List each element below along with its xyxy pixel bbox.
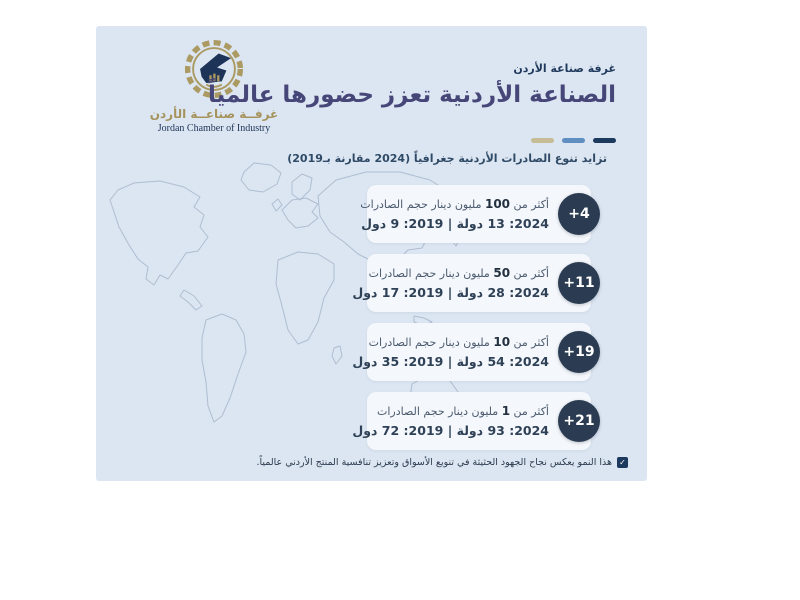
threshold-suffix: مليون دينار حجم الصادرات <box>368 336 490 349</box>
logo-english-name: Jordan Chamber of Industry <box>157 123 271 134</box>
divider-dash-blue <box>562 138 585 143</box>
divider-dash-beige <box>531 138 554 143</box>
checkmark-icon: ✓ <box>617 457 628 468</box>
delta-badge-100m: +4 <box>558 193 600 235</box>
stat-threshold-label <box>368 266 549 280</box>
delta-badge-10m: +19 <box>558 331 600 373</box>
infographic-panel <box>96 26 647 481</box>
stat-country-counts: 2024: 13 دولة | 2019: 9 دول <box>361 216 549 231</box>
delta-badge-1m: +21 <box>558 400 600 442</box>
threshold-value: 10 <box>493 335 511 349</box>
threshold-prefix: أكثر من <box>513 198 549 211</box>
stat-threshold-label <box>377 404 549 418</box>
stat-country-counts: 2024: 28 دولة | 2019: 17 دول <box>352 285 549 300</box>
stat-threshold-label <box>368 335 549 349</box>
threshold-value: 1 <box>501 404 511 418</box>
threshold-value: 50 <box>493 266 511 280</box>
subtitle: تزايد تنوع الصادرات الأردنية جغرافياً (2024 مقارنة بـ2019) <box>287 152 607 165</box>
threshold-value: 100 <box>484 197 511 211</box>
threshold-prefix: أكثر من <box>513 405 549 418</box>
delta-badge-50m: +11 <box>558 262 600 304</box>
title-divider <box>531 138 616 143</box>
threshold-suffix: مليون دينار حجم الصادرات <box>360 198 482 211</box>
threshold-suffix: مليون دينار حجم الصادرات <box>368 267 490 280</box>
stat-threshold-label <box>360 197 549 211</box>
page-title: الصناعة الأردنية تعزز حضورها عالمياً <box>207 82 616 108</box>
stat-country-counts: 2024: 54 دولة | 2019: 35 دول <box>352 354 549 369</box>
logo-arabic-name: غرفــة صناعــة الأردن <box>149 107 279 121</box>
footer-note-text: هذا النمو يعكس نجاح الجهود الحثيثة في تنويع الأسواق وتعزيز تنافسية المنتج الأردني عالمياً. <box>256 457 612 468</box>
footer-note <box>256 457 628 468</box>
threshold-prefix: أكثر من <box>513 267 549 280</box>
stat-country-counts: 2024: 93 دولة | 2019: 72 دول <box>352 423 549 438</box>
divider-dash-navy <box>593 138 616 143</box>
threshold-prefix: أكثر من <box>513 336 549 349</box>
threshold-suffix: مليون دينار حجم الصادرات <box>376 405 499 418</box>
org-label: غرفة صناعة الأردن <box>513 62 616 75</box>
